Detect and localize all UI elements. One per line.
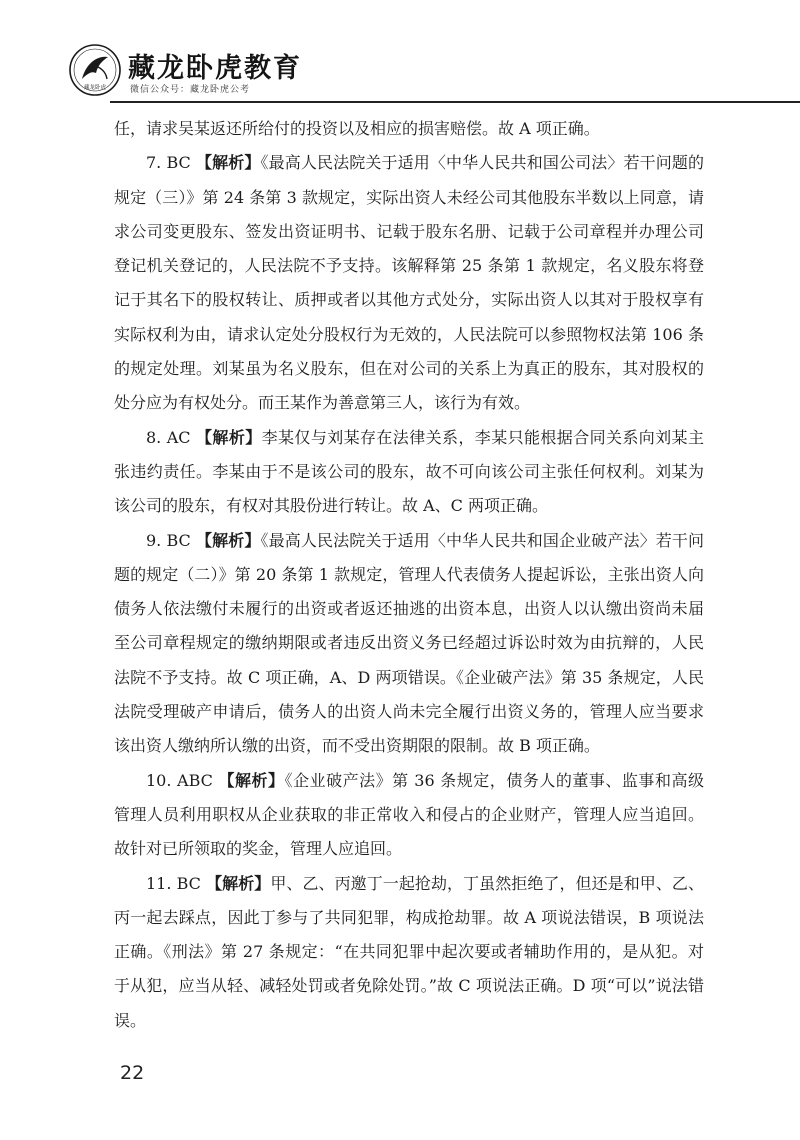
analysis-label: 【解析】 bbox=[196, 153, 261, 173]
answer-key: 11. BC bbox=[146, 873, 201, 893]
emblem-text: 藏龙卧虎 bbox=[83, 85, 107, 91]
answer-explanation: 甲、乙、丙邀丁一起抢劫，丁虽然拒绝了，但还是和甲、乙、丙一起去踩点，因此丁参与了共同犯罪，构成抢劫罪。故 A 项说法错误，B 项说法正确。《刑法》第 27 条规定：“在共同犯罪中起次要或者辅助作用的，是从犯。对于从犯，应当从轻、减轻处罚或者免除处罚。”故 C 项说法正确。D 项“可以”说法错误。 bbox=[114, 873, 704, 1030]
analysis-label: 【解析】 bbox=[196, 427, 262, 447]
analysis-label: 【解析】 bbox=[218, 770, 285, 790]
dragon-tiger-emblem-icon bbox=[68, 43, 122, 97]
answer-item-8 bbox=[114, 421, 704, 524]
answer-explanations bbox=[114, 112, 704, 1038]
analysis-label: 【解析】 bbox=[196, 530, 261, 550]
paragraph-continuation bbox=[114, 112, 704, 146]
answer-item-7 bbox=[114, 146, 704, 420]
answer-key: 9. BC bbox=[146, 530, 191, 550]
paragraph-text: 任，请求吴某返还所给付的投资以及相应的损害赔偿。故 A 项正确。 bbox=[114, 119, 600, 138]
answer-item-9 bbox=[114, 524, 704, 764]
answer-explanation: 《企业破产法》第 36 条规定，债务人的董事、监事和高级管理人员利用职权从企业获取的非正常收入和侵占的企业财产，管理人应当追回。故针对已所领取的奖金，管理人应追回。 bbox=[114, 770, 704, 859]
answer-key: 10. ABC bbox=[146, 770, 213, 790]
answer-key: 8. AC bbox=[146, 427, 191, 447]
brand-subtitle: 微信公众号：藏龙卧虎公考 bbox=[130, 85, 251, 95]
page-number: 22 bbox=[120, 1062, 145, 1084]
analysis-label: 【解析】 bbox=[206, 873, 271, 893]
answer-explanation: 《最高人民法院关于适用〈中华人民共和国公司法〉若干问题的规定（三）》第 24 条第 3 款规定，实际出资人未经公司其他股东半数以上同意，请求公司变更股东、签发出资证明书、记载于股东名册、记载于公司章程并办理公司登记机关登记的，人民法院不予支持。该解释第 25 条第 1 款规定，名义股东将登记于其名下的股权转让、质押或者以其他方式处分，实际出资人以其对于股权享有实际权利为由，请求认定处分股权行为无效的，人民法院可以参照物权法第 106 条的规定处理。刘某虽为名义股东，但在对公司的关系上为真正的股东，其对股权的处分应为有权处分。而王某作为善意第三人，该行为有效。 bbox=[114, 153, 704, 413]
answer-item-10 bbox=[114, 764, 704, 867]
answer-item-11 bbox=[114, 867, 704, 1038]
answer-explanation: 《最高人民法院关于适用〈中华人民共和国企业破产法〉若干问题的规定（二）》第 20 条第 1 款规定，管理人代表债务人提起诉讼，主张出资人向债务人依法缴付未履行的出资或者返还抽逃的出资本息，出资人以认缴出资尚未届至公司章程规定的缴纳期限或者违反出资义务已经超过诉讼时效为由抗辩的，人民法院不予支持。故 C 项正确，A、D 两项错误。《企业破产法》第 35 条规定，人民法院受理破产申请后，债务人的出资人尚未完全履行出资义务的，管理人应当要求该出资人缴纳所认缴的出资，而不受出资期限的限制。故 B 项正确。 bbox=[114, 530, 704, 756]
answer-explanation: 李某仅与刘某存在法律关系，李某只能根据合同关系向刘某主张违约责任。李某由于不是该公司的股东，故不可向该公司主张任何权利。刘某为该公司的股东，有权对其股份进行转让。故 A、C 两项正确。 bbox=[114, 427, 704, 516]
brand-title: 藏龙卧虎教育 bbox=[128, 53, 302, 84]
header-divider bbox=[110, 101, 800, 103]
page-header bbox=[0, 0, 800, 100]
answer-key: 7. BC bbox=[146, 153, 191, 173]
